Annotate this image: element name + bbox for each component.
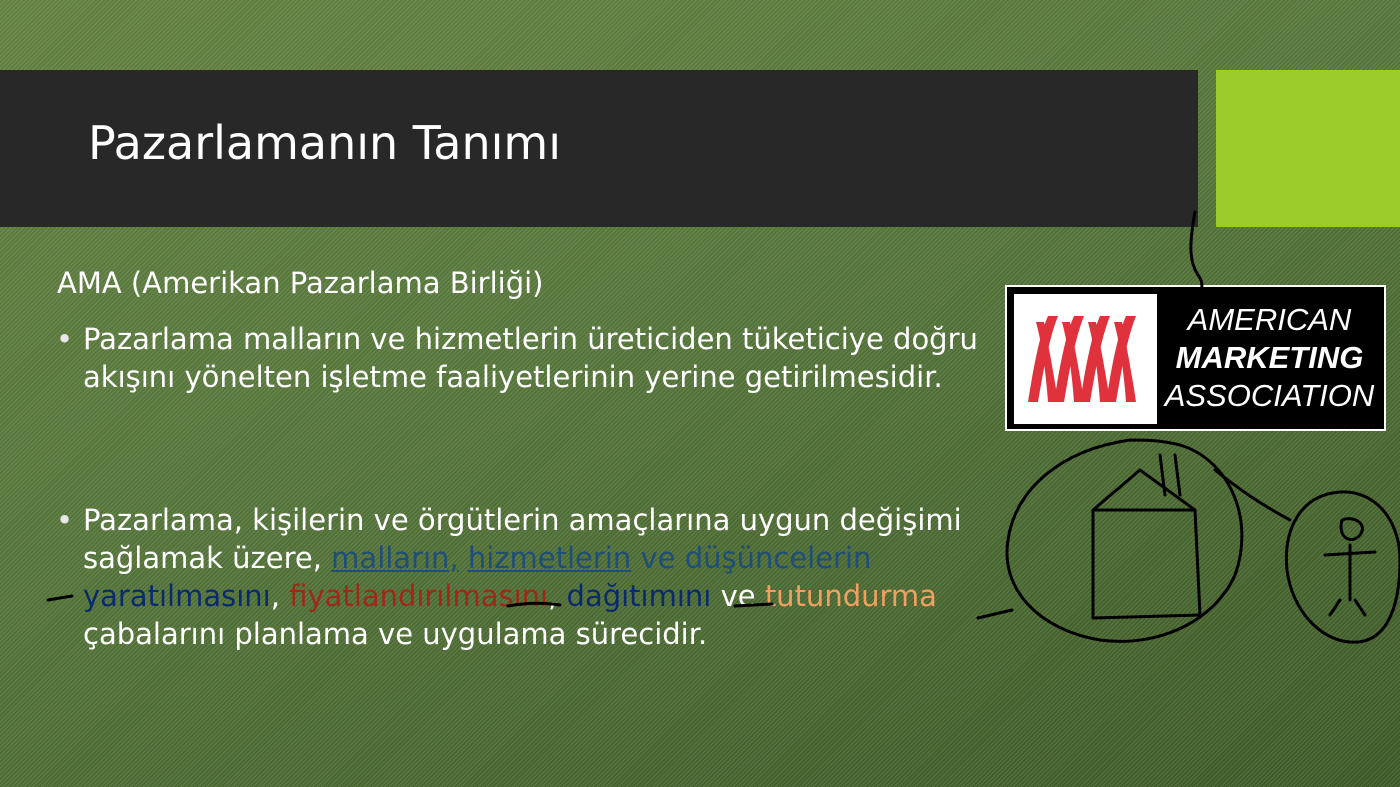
text-ve: ve (711, 579, 765, 613)
ink-circle-small (1286, 492, 1400, 642)
text-dagitimini: dağıtımını (566, 579, 712, 613)
ink-underline-2 (508, 603, 560, 606)
link-hizmetlerin[interactable]: hizmetlerin (467, 541, 632, 575)
text-ve-dusuncelerin: ve düşüncelerin (631, 541, 872, 575)
logo-line-association: ASSOCIATION (1164, 378, 1375, 413)
ink-underline-3 (735, 604, 772, 606)
comma-1: , (270, 579, 290, 613)
bullet-2-text-start: Pazarlama, kişilerin ve örgütlerin amaçlarına uygun değişimi sağlamak üzere, (83, 503, 962, 575)
link-mallarin[interactable]: malların, (331, 541, 459, 575)
text-yaratilmasini: yaratılmasını (83, 579, 271, 613)
logo-line-marketing: MARKETING (1175, 340, 1364, 375)
ink-underline-1 (48, 596, 72, 600)
ink-connector-line (1191, 212, 1202, 295)
ink-house (1093, 470, 1200, 618)
ink-stick-figure (1325, 519, 1375, 615)
ink-underline-4 (978, 610, 1012, 618)
bullet-1-text: Pazarlama malların ve hizmetlerin üreticiden tüketiciye doğru akışını yönelten işletme faaliyetlerinin yerine getirilmesidir. (83, 322, 978, 394)
text-tutundurma: tutundurma (764, 579, 937, 613)
text-fiyatlandirilmasini: fiyatlandırılmasını (289, 579, 549, 613)
slide-title: Pazarlamanın Tanımı (88, 116, 561, 170)
ink-circle-large (1007, 440, 1242, 641)
section-heading: AMA (Amerikan Pazarlama Birliği) (57, 266, 544, 300)
comma-2: , (548, 579, 567, 613)
logo-line-american: AMERICAN (1187, 302, 1352, 337)
bullet-2-text-end: çabalarını planlama ve uygulama sürecidir. (83, 617, 708, 651)
